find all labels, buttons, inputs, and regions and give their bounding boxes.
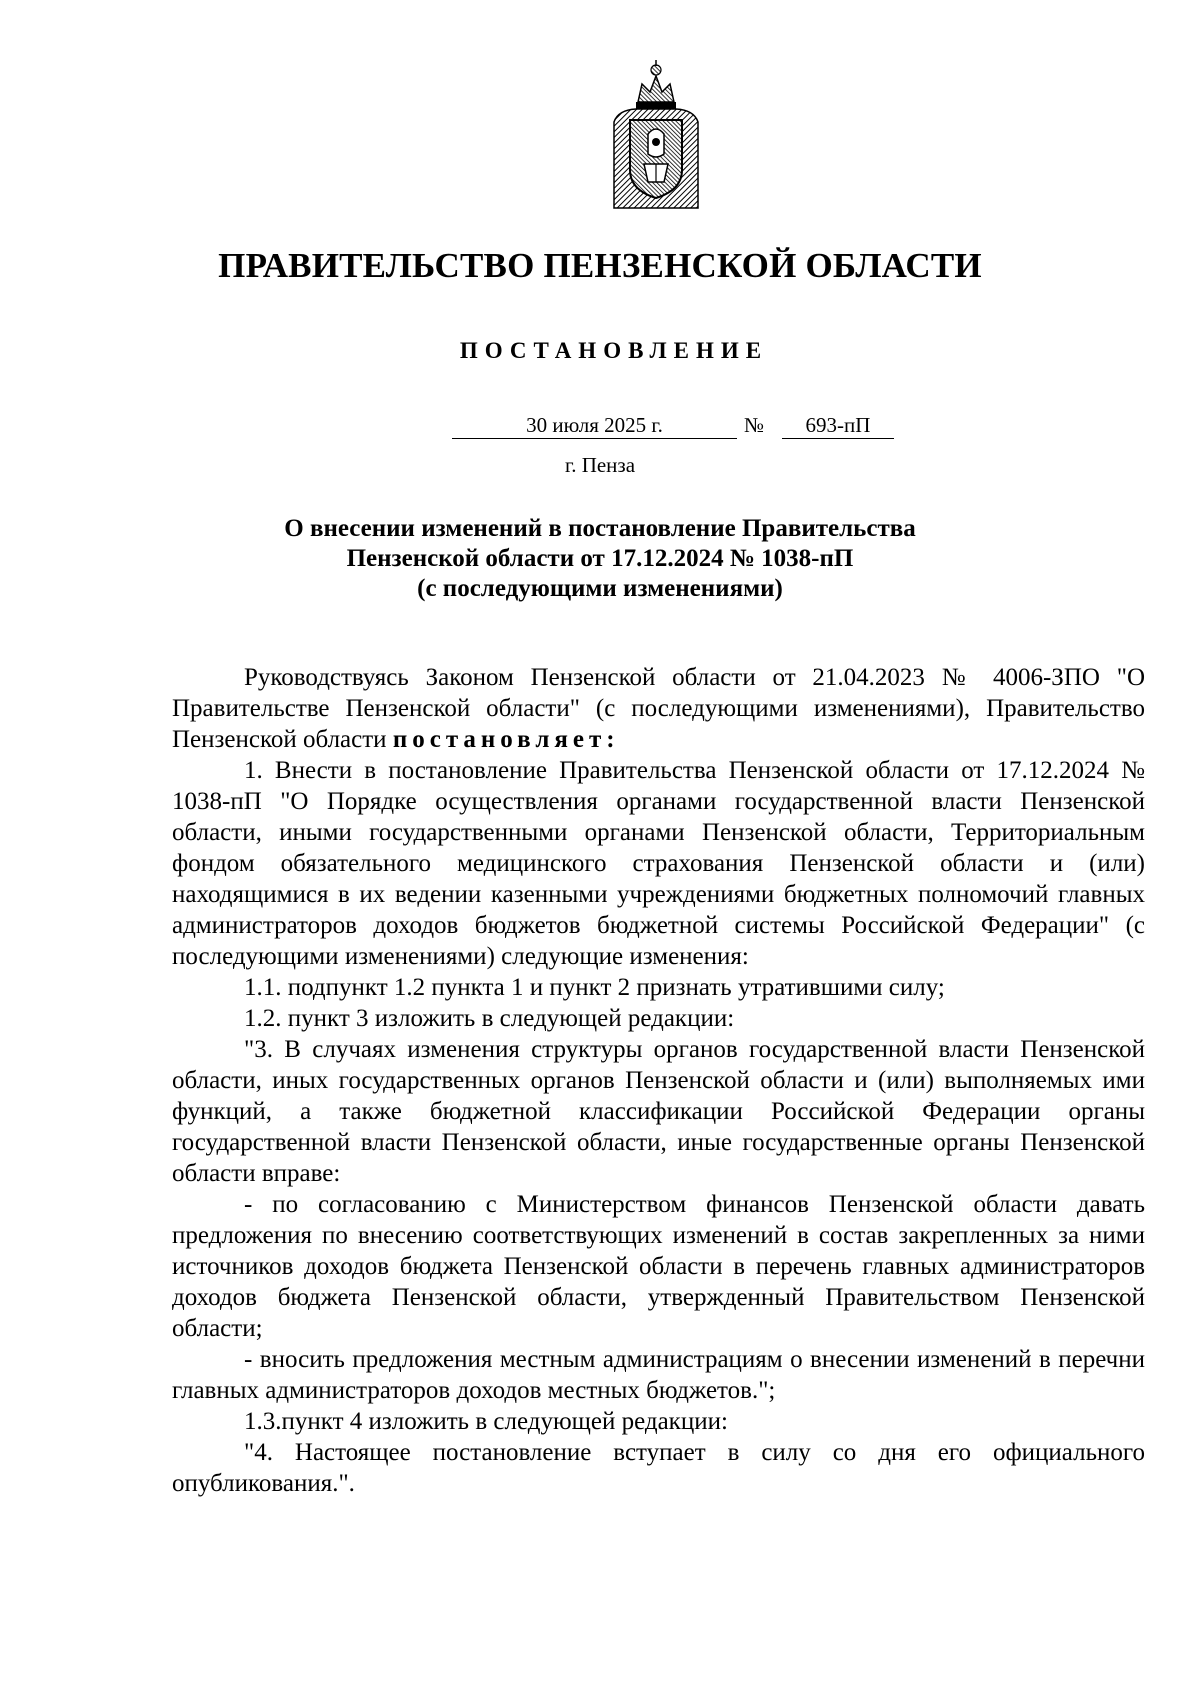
- paragraph: 1.3.пункт 4 изложить в следующей редакции:: [244, 1408, 728, 1435]
- paragraph: "4. Настоящее постановление вступает в силу со дня его официального опубликования.".: [172, 1439, 1145, 1497]
- document-body: [172, 662, 1145, 1499]
- intro-text: Руководствуясь Законом Пензенской области от 21.04.2023 № 4006-ЗПО "О Правительстве Пензенской области" (с последующими изменениями), Правительство Пензенской области: [172, 664, 1145, 753]
- coat-of-arms-icon: [608, 58, 704, 210]
- document-subject: [200, 514, 1000, 604]
- subject-line: (с последующими изменениями): [417, 575, 783, 602]
- paragraph: 1.2. пункт 3 изложить в следующей редакции:: [244, 1005, 735, 1032]
- intro-paragraph: [172, 662, 1145, 755]
- number-sign: №: [744, 413, 765, 437]
- document-city: г. Пенза: [564, 453, 636, 477]
- paragraph: 1. Внести в постановление Правительства Пензенской области от 17.12.2024 № 1038-пП "О Порядке осуществления органами государственной власти Пензенской области, иными государственными органами Пензенской области, Территориальным фондом обязательного медицинского страхования Пензенской области и (или) находящимися в их ведении казенными учреждениями бюджетных полномочий главных администраторов доходов бюджетов бюджетной системы Российской Федерации" (с последующими изменениями) следующие изменения:: [172, 757, 1145, 970]
- paragraph: - по согласованию с Министерством финансов Пензенской области давать предложения по внесению соответствующих изменений в состав закрепленных за ними источников доходов бюджета Пензенской области в перечень главных администраторов доходов бюджета Пензенской области, утвержденный Правительством Пензенской области;: [172, 1191, 1145, 1342]
- resolves-keyword: постановляет:: [392, 726, 620, 753]
- document-number: 693-пП: [782, 412, 894, 439]
- government-title: ПРАВИТЕЛЬСТВО ПЕНЗЕНСКОЙ ОБЛАСТИ: [218, 246, 982, 285]
- subject-line: Пензенской области от 17.12.2024 № 1038-пП: [346, 545, 854, 572]
- document-date: 30 июля 2025 г.: [452, 412, 737, 439]
- document-type: ПОСТАНОВЛЕНИЕ: [459, 338, 769, 363]
- paragraph: "3. В случаях изменения структуры органов государственной власти Пензенской области, иных государственных органов Пензенской области и (или) выполняемых ими функций, а также бюджетной классификации Российской Федерации органы государственной власти Пензенской области, иные государственные органы Пензенской области вправе:: [172, 1036, 1145, 1187]
- paragraph: - вносить предложения местным администрациям о внесении изменений в перечни главных администраторов доходов местных бюджетов.";: [172, 1346, 1145, 1404]
- subject-line: О внесении изменений в постановление Правительства: [284, 515, 916, 542]
- paragraph: 1.1. подпункт 1.2 пункта 1 и пункт 2 признать утратившими силу;: [244, 974, 945, 1001]
